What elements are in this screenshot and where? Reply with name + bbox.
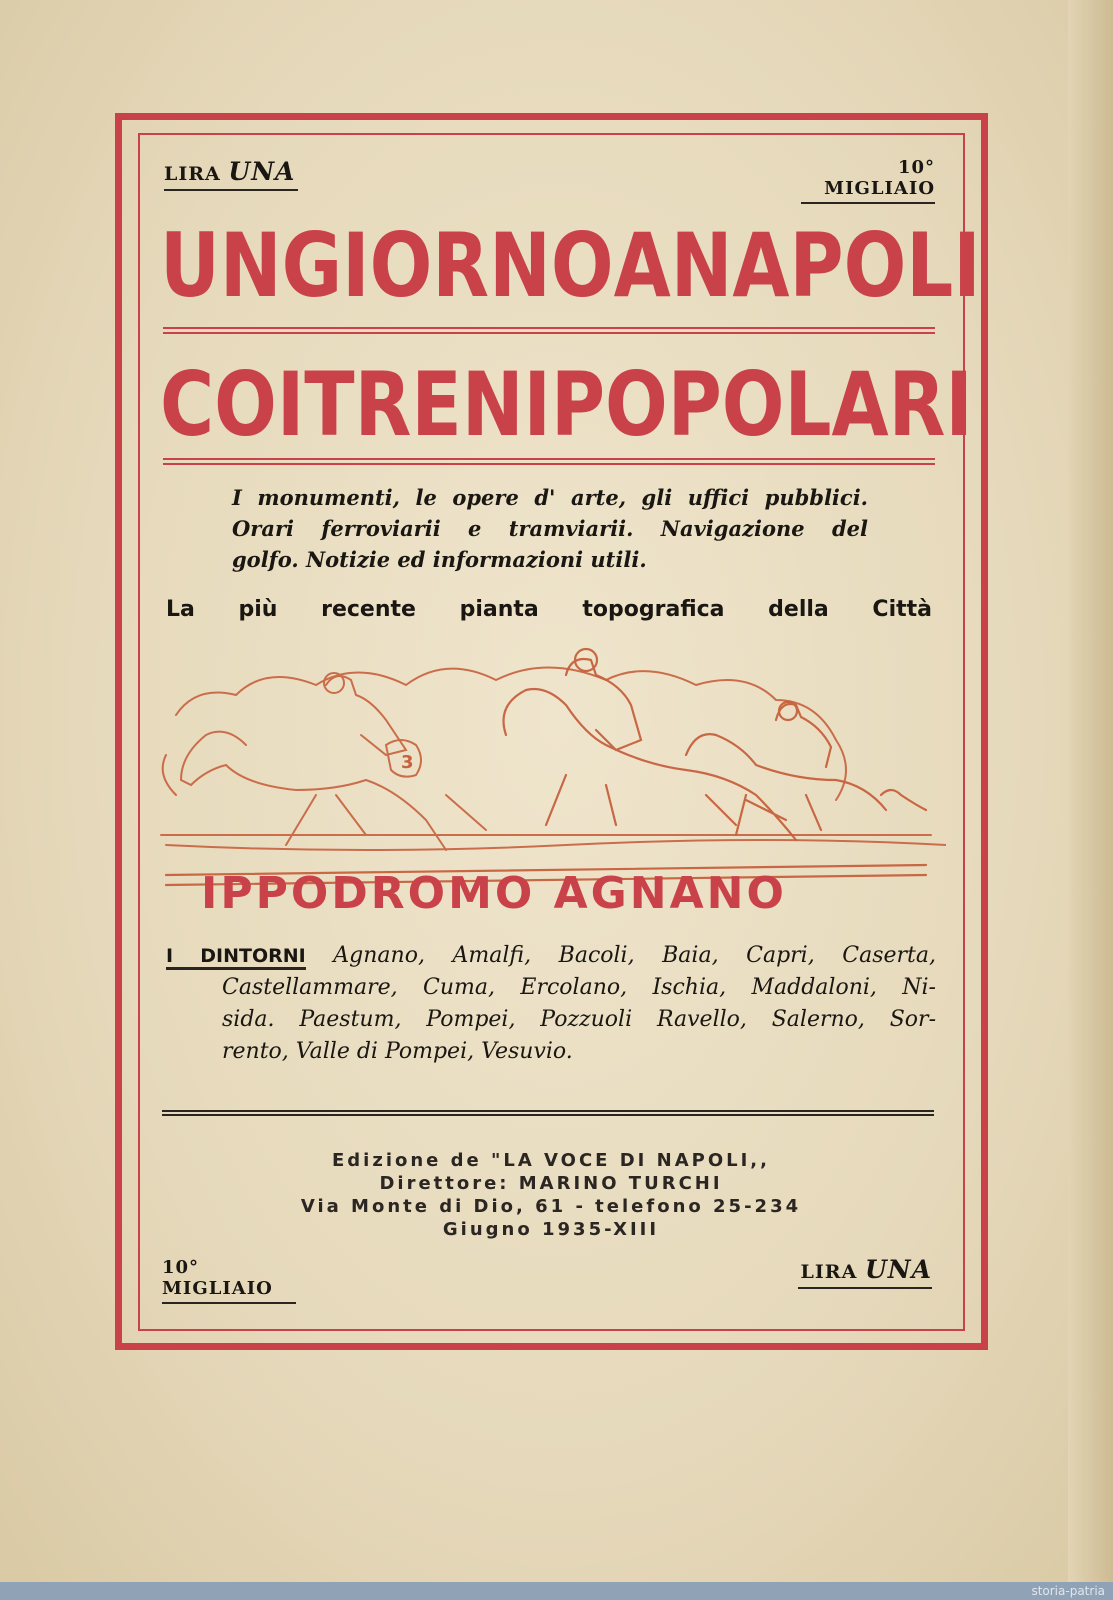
surroundings-line: rento, Valle di Pompei, Vesuvio. — [222, 1039, 573, 1064]
title-rule-top — [163, 327, 935, 334]
surroundings-line: Castellammare, Cuma, Ercolano, Ischia, Maddaloni, Ni- — [222, 975, 936, 1000]
surroundings-line: I DINTORNI Agnano, Amalfi, Bacoli, Baia, Capri, Caserta, — [166, 943, 936, 968]
surroundings-label: I DINTORNI — [166, 945, 306, 970]
page-edge — [1068, 0, 1113, 1600]
watermark: storia-patria — [1031, 1584, 1105, 1598]
title-line-1: UN GIORNO A NAPOLI — [160, 215, 981, 318]
jockey-number: 3 — [401, 752, 414, 773]
print-run-bottom: 10° MIGLIAIO — [162, 1257, 296, 1304]
edition-rule — [162, 1110, 934, 1116]
edition-address: Via Monte di Dio, 61 - telefono 25-234 — [300, 1196, 802, 1217]
edition-director: Direttore: MARINO TURCHI — [379, 1173, 723, 1194]
edition-publisher: Edizione de "LA VOCE DI NAPOLI,, — [332, 1150, 770, 1171]
description-line: I monumenti, le opere d' arte, gli uffici pubblici. — [232, 485, 868, 510]
price-bottom: LIRA UNA — [798, 1255, 932, 1289]
title-rule-bottom — [163, 458, 935, 465]
surroundings-line: sida. Paestum, Pompei, Pozzuoli Ravello, Salerno, Sor- — [222, 1007, 936, 1032]
description — [232, 482, 868, 575]
surroundings — [166, 940, 936, 1068]
price-top: LIRA UNA — [164, 157, 298, 191]
edition-date: Giugno 1935-XIII — [442, 1219, 660, 1240]
racing-horses-illustration — [146, 645, 946, 945]
illustration-caption: IPPODROMO AGNANO — [201, 868, 787, 919]
bottom-strip — [0, 1582, 1113, 1600]
description-line: Orari ferroviarii e tramviarii. Navigazione del — [232, 516, 868, 541]
map-subheading: La più recente pianta topografica della Città — [166, 597, 932, 622]
print-run-top: 10° MIGLIAIO — [801, 157, 935, 204]
description-line: golfo. Notizie ed informazioni utili. — [232, 547, 647, 572]
title-line-2: COI TRENI POPOLARI — [160, 354, 973, 457]
